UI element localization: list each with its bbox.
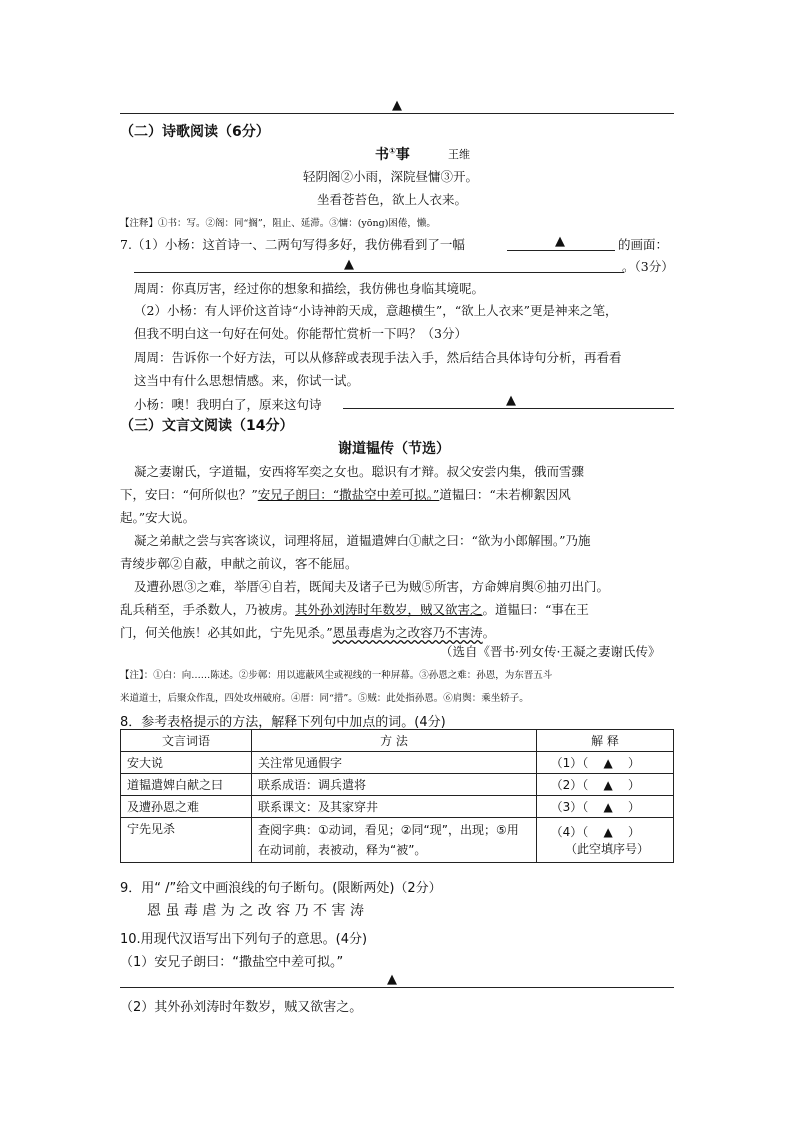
answer-line [134, 272, 624, 273]
section-heading-classical: （三）文言文阅读（14分） [120, 418, 294, 434]
question-10-sentence-2: （2）其外孙刘涛时年数岁，贼又欲害之。 [120, 1000, 363, 1015]
question-7-1-score: 。（3分） [622, 259, 674, 274]
passage-p2-b: 青绫步鄣②自蔽，申献之前议，客不能屈。 [120, 556, 358, 571]
question-9-sentence: 恩 虽 毒 虐 为 之 改 容 乃 不 害 涛 [147, 903, 364, 919]
table-cell-method: 查阅字典：①动词，看见；②同“现”，出现；⑤用在动词前，表被动，释为“被”。 [252, 818, 537, 863]
table-cell-word: 及遭孙恩之难 [121, 796, 252, 818]
table-header: 解 释 [537, 730, 674, 752]
answer-marker: ▲ [387, 972, 397, 987]
poem-line-2: 坐看苍苔色，欲上人衣来。 [317, 192, 468, 207]
answer-marker: ▲ [392, 98, 402, 113]
answer-marker: ▲ [344, 257, 354, 272]
table-cell-word: 宁先见杀 [121, 818, 252, 863]
passage-title: 谢道韫传（节选） [338, 441, 450, 457]
table-cell-answer[interactable]: （2）（ ▲ ） [537, 774, 674, 796]
q8-table [120, 729, 674, 863]
passage-p3-c: 门，何关他族！必其如此，宁先见杀。”恩虽毒虐为之改容乃不害涛。 [120, 625, 496, 640]
table-header: 文言词语 [121, 730, 252, 752]
answer-line [343, 408, 674, 409]
dialogue-zhou-1: 周周：你真厉害，经过你的想象和描绘，我仿佛也身临其境呢。 [134, 281, 485, 296]
poem-line-1: 轻阴阁②小雨，深院昼慵③开。 [303, 169, 479, 184]
passage-source: （选自《晋书·列女传·王凝之妻谢氏传》 [440, 644, 661, 659]
table-cell-answer[interactable]: （1）（ ▲ ） [537, 752, 674, 774]
question-7-1: 7.（1）小杨：这首诗一、二两句写得多好，我仿佛看到了一幅 [120, 237, 465, 252]
passage-p1-a: 凝之妻谢氏，字道韫，安西将军奕之女也。聪识有才辩。叔父安尝内集，俄而雪骤 [134, 464, 585, 479]
passage-p1-c: 起。”安大说。 [120, 510, 196, 525]
question-8-stem: 8．参考表格提示的方法，解释下列句中加点的词。(4分) [120, 715, 446, 730]
poem-title: 书①事 [375, 146, 410, 163]
answer-line [507, 250, 615, 251]
dialogue-zhou-2-b: 这当中有什么思想情感。来，你试一试。 [134, 373, 360, 388]
question-9-stem: 9．用“ /”给文中画浪线的句子断句。(限断两处)（2分） [120, 881, 442, 896]
dialogue-zhou-2-a: 周周：告诉你一个好方法，可以从修辞或表现手法入手，然后结合具体诗句分析，再看看 [134, 350, 622, 365]
table-cell-word: 道韫遣婢白献之曰 [121, 774, 252, 796]
dialogue-yang: 小杨：噢！我明白了，原来这句诗 [134, 397, 322, 412]
table-cell-method: 联系课文：及其家穿井 [252, 796, 537, 818]
table-cell-answer[interactable]: （3）（ ▲ ） [537, 796, 674, 818]
question-10-stem: 10.用现代汉语写出下列句子的意思。(4分) [120, 932, 368, 947]
question-10-sentence-1: （1）安兄子朗曰：“撒盐空中差可拟。” [120, 955, 344, 970]
section-heading-poem: （二）诗歌阅读（6分） [120, 124, 270, 140]
table-cell-answer[interactable]: （4）（ ▲ ） （此空填序号） [537, 818, 674, 863]
passage-note-2: 米道道士，后聚众作乱，四处攻州破府。④厝：同“措”。⑤贼：此处指孙恩。⑥肩舆：乘坐轿子。 [120, 693, 529, 704]
passage-p3-a: 及遭孙恩③之难，举厝④自若，既闻夫及诸子已为贼⑤所害，方命婢肩舆⑥抽刃出门。 [134, 579, 610, 594]
passage-p3-b: 乱兵稍至，手杀数人，乃被虏。其外孙刘涛时年数岁，贼又欲害之。道韫曰：“事在王 [120, 602, 589, 617]
passage-p1-b: 下，安曰：“何所似也？”安兄子朗曰：“撒盐空中差可拟。”道韫曰：“未若柳絮因风 [120, 487, 571, 502]
question-7-2-a: （2）小杨：有人评价这首诗“小诗神韵天成，意趣横生”，“欲上人衣来”更是神来之笔， [134, 303, 618, 318]
answer-line [120, 113, 674, 114]
poem-note: 【注释】①书：写。②阁：同“搁”，阻止、延滞。③慵：(yōng)困倦，懒。 [120, 218, 436, 229]
answer-marker: ▲ [506, 393, 516, 408]
wavy-sentence: 恩虽毒虐为之改容乃不害涛 [332, 625, 483, 640]
table-cell-method: 联系成语：调兵遣将 [252, 774, 537, 796]
question-7-2-b: 但我不明白这一句好在何处。你能帮忙赏析一下吗？（3分） [134, 326, 467, 341]
question-7-1-end: 的画面： [618, 237, 669, 252]
table-cell-word: 安大说 [121, 752, 252, 774]
table-header: 方 法 [252, 730, 537, 752]
answer-marker: ▲ [555, 234, 565, 249]
passage-p2-a: 凝之弟献之尝与宾客谈议，词理将屈，道韫遣婢白①献之曰：“欲为小郎解围。”乃施 [134, 533, 591, 548]
answer-line [120, 987, 674, 988]
table-cell-method: 关注常见通假字 [252, 752, 537, 774]
poem-author: 王维 [448, 148, 470, 161]
passage-note-1: 【注】：①白：向……陈述。②步鄣：用以遮蔽风尘或视线的一种屏幕。③孙恩之难：孙恩，为东晋五斗 [120, 670, 553, 681]
